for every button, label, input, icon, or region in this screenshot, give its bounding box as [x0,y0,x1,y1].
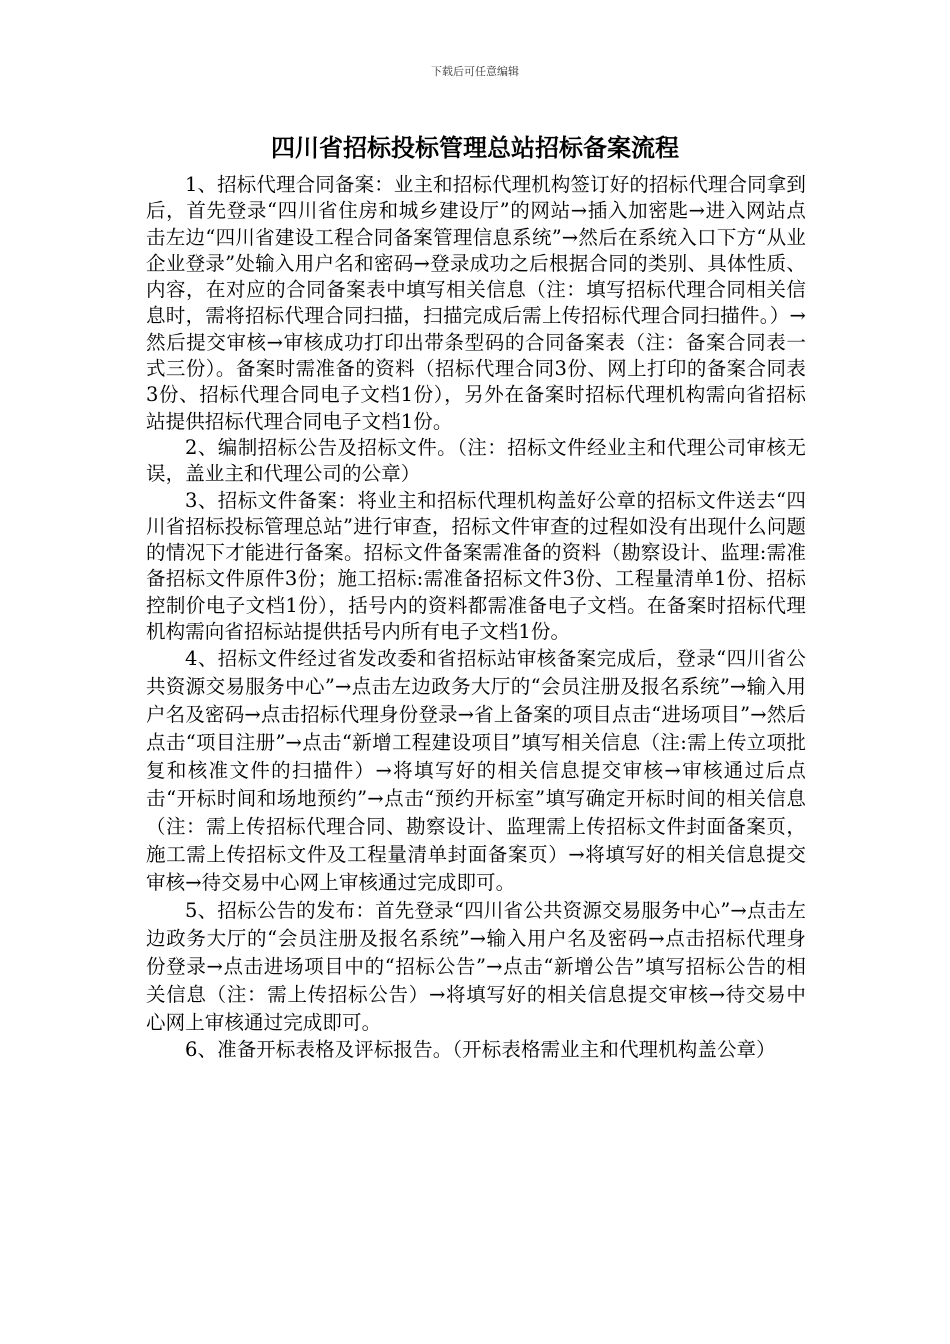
paragraph-6-evaluation-forms: 6、准备开标表格及评标报告。（开标表格需业主和代理机构盖公章） [185,1038,776,1062]
paragraph-4-online-registration: 4、招标文件经过省发改委和省招标站审核备案完成后，登录“四川省公共资源交易服务中心”→点击左边政务大厅的“会员注册及报名系统”→输入用户名及密码→点击招标代理身份登录→省上备案的项目点击“进场项目”→然后点击“项目注册”→点击“新增工程建设项目”填写相关信息（注:需上传立项批复和核准文件的扫描件）→将填写好的相关信息提交审核→审核通过后点击“开标时间和场地预约”→点击“预约开标室”填写确定开标时间的相关信息（注：需上传招标代理合同、勘察设计、监理需上传招标文件封面备案页，施工需上传招标文件及工程量清单封面备案页）→将填写好的相关信息提交审核→待交易中心网上审核通过完成即可。 [146,647,806,895]
paragraph-3-tender-filing: 3、招标文件备案：将业主和招标代理机构盖好公章的招标文件送去“四川省招标投标管理总站”进行审查，招标文件审查的过程如没有出现什么问题的情况下才能进行备案。招标文件备案需准备的资料（勘察设计、监理:需准备招标文件原件3份；施工招标:需准备招标文件3份、工程量清单1份、招标控制价电子文档1份），括号内的资料都需准备电子文档。在备案时招标代理机构需向省招标站提供括号内所有电子文档1份。 [146,488,806,644]
paragraph-5-announcement-publishing: 5、招标公告的发布：首先登录“四川省公共资源交易服务中心”→点击左边政务大厅的“会员注册及报名系统”→输入用户名及密码→点击招标代理身份登录→点击进场项目中的“招标公告”→点击“新增公告”填写招标公告的相关信息（注：需上传招标公告）→将填写好的相关信息提交审核→待交易中心网上审核通过完成即可。 [146,899,806,1035]
document-title: 四川省招标投标管理总站招标备案流程 [271,134,679,162]
paragraph-1-contract-filing: 1、招标代理合同备案：业主和招标代理机构签订好的招标代理合同拿到后，首先登录“四川省住房和城乡建设厅”的网站→插入加密匙→进入网站点击左边“四川省建设工程合同备案管理信息系统”→然后在系统入口下方“从业企业登录”处输入用户名和密码→登录成功之后根据合同的类别、具体性质、内容，在对应的合同备案表中填写相关信息（注：填写招标代理合同相关信息时，需将招标代理合同扫描，扫描完成后需上传招标代理合同扫描件。）→然后提交审核→审核成功打印出带条型码的合同备案表（注：备案合同表一式三份）。备案时需准备的资料（招标代理合同3份、网上打印的备案合同表3份、招标代理合同电子文档1份），另外在备案时招标代理机构需向省招标站提供招标代理合同电子文档1份。 [146,173,806,433]
paragraph-2-prepare-documents: 2、编制招标公告及招标文件。（注：招标文件经业主和代理公司审核无误，盖业主和代理公司的公章） [146,435,806,486]
document-body [146,172,806,1064]
header-note: 下载后可任意编辑 [431,65,519,78]
